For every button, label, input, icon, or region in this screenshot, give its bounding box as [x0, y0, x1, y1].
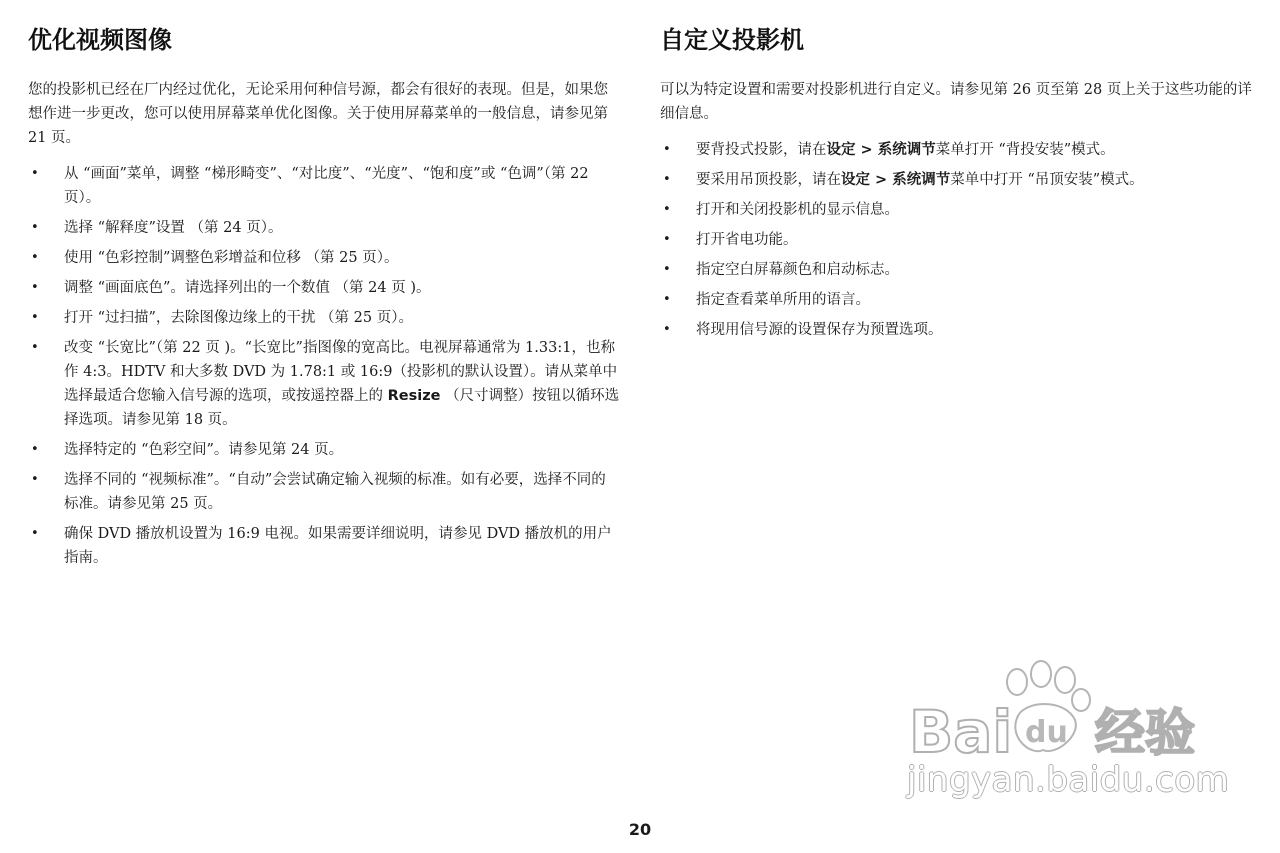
bullet-item [28, 276, 620, 300]
bullet-text: （尺寸调整）按钮以循环选择选项。请参见第 18 页。 [64, 388, 620, 428]
bullet-text: 确保 DVD 播放机设置为 16:9 电视。如果需要详细说明，请参见 DVD 播放机的用户指南。 [64, 526, 612, 566]
bullet-text: 要采用吊顶投影，请在 [696, 172, 841, 188]
bullet-dot-icon: • [663, 322, 671, 337]
bullet-item [660, 318, 1256, 342]
bullet-text: 指定查看菜单所用的语言。 [696, 292, 870, 308]
bullet-item [28, 468, 620, 516]
bullet-bold-text: 设定 > 系统调节 [826, 142, 936, 158]
bullet-text: 菜单打开 “背投安装”模式。 [935, 142, 1115, 158]
bullet-item [660, 138, 1256, 162]
bullet-dot-icon: • [663, 142, 671, 157]
bullet-dot-icon: • [31, 472, 39, 487]
section-intro-optimize-video: 您的投影机已经在厂内经过优化，无论采用何种信号源，都会有很好的表现。但是，如果您想作进一步更改，您可以使用屏幕菜单优化图像。关于使用屏幕菜单的一般信息，请参见第 21 页。 [28, 82, 608, 146]
baidu-paw-logo-icon [905, 660, 1205, 760]
bullet-text: 打开 “过扫描”，去除图像边缘上的干扰 （第 25 页）。 [64, 310, 413, 326]
bullet-text: 将现用信号源的设置保存为预置选项。 [696, 322, 943, 338]
bullet-item [660, 258, 1256, 282]
bullet-dot-icon: • [31, 280, 39, 295]
bullet-text: 选择 “解释度”设置 （第 24 页）。 [64, 220, 283, 236]
bullet-dot-icon: • [31, 220, 39, 235]
bullet-dot-icon: • [31, 166, 39, 181]
section-intro-customize-projector: 可以为特定设置和需要对投影机进行自定义。请参见第 26 页至第 28 页上关于这些功能的详细信息。 [660, 82, 1252, 122]
bullet-dot-icon: • [663, 292, 671, 307]
bullet-dot-icon: • [663, 262, 671, 277]
bullet-bold-text: Resize [387, 388, 441, 404]
bullet-dot-icon: • [31, 442, 39, 457]
bullet-text: 菜单中打开 “吊顶安装”模式。 [950, 172, 1144, 188]
bullet-text: 改变 “长宽比”（第 22 页 )。“长宽比”指图像的宽高比。电视屏幕通常为 1.33:1，也称作 4:3。HDTV 和大多数 DVD 为 1.78:1 或 16:9（投影机的默认设置）。请从菜单中选择最适合您输入信号源的选项，或按遥控器上的 [64, 340, 618, 404]
bullet-text: 打开省电功能。 [696, 232, 798, 248]
bullet-text: 使用 “色彩控制”调整色彩增益和位移 （第 25 页）。 [64, 250, 399, 266]
logo-du-text: du [1025, 715, 1068, 750]
bullet-dot-icon: • [31, 340, 39, 355]
bullet-dot-icon: • [31, 250, 39, 265]
bullet-item [28, 336, 620, 432]
bullet-dot-icon: • [31, 310, 39, 325]
bullet-item [660, 228, 1256, 252]
bullet-item [660, 198, 1256, 222]
bullet-text: 从 “画面”菜单，调整 “梯形畸变”、“对比度”、“光度”、“饱和度”或 “色调”（第 22 页）。 [64, 166, 589, 206]
section-heading-customize-projector: 自定义投影机 [660, 26, 804, 54]
logo-bai-text: Bai [909, 698, 1013, 760]
bullet-text: 指定空白屏幕颜色和启动标志。 [696, 262, 899, 278]
bullet-dot-icon: • [663, 202, 671, 217]
bullet-item [28, 438, 620, 462]
bullet-item [28, 522, 620, 570]
bullet-text: 选择特定的 “色彩空间”。请参见第 24 页。 [64, 442, 344, 458]
bullet-text: 要背投式投影，请在 [696, 142, 827, 158]
bullet-item [28, 216, 620, 240]
bullet-text: 打开和关闭投影机的显示信息。 [696, 202, 899, 218]
bullet-dot-icon: • [31, 526, 39, 541]
bullet-bold-text: 设定 > 系统调节 [841, 172, 951, 188]
bullet-dot-icon: • [663, 172, 671, 187]
bullet-item [28, 246, 620, 270]
bullet-list-optimize-video [28, 162, 620, 570]
bullet-item [28, 162, 620, 210]
bullet-dot-icon: • [663, 232, 671, 247]
bullet-item [28, 306, 620, 330]
bullet-text: 选择不同的 “视频标准”。“自动”会尝试确定输入视频的标准。如有必要，选择不同的标准。请参见第 25 页。 [64, 472, 606, 512]
section-heading-optimize-video: 优化视频图像 [28, 26, 172, 54]
page-number: 20 [628, 820, 652, 839]
bullet-item [660, 168, 1256, 192]
left-column [28, 22, 620, 576]
watermark-url: jingyan.baidu.com [907, 760, 1230, 800]
baidu-jingyan-watermark [905, 660, 1230, 810]
bullet-list-customize-projector [660, 138, 1256, 342]
right-column [660, 22, 1256, 348]
logo-jingyan-text: 经验 [1095, 704, 1195, 760]
bullet-text: 调整 “画面底色”。请选择列出的一个数值 （第 24 页 )。 [64, 280, 431, 296]
bullet-item [660, 288, 1256, 312]
